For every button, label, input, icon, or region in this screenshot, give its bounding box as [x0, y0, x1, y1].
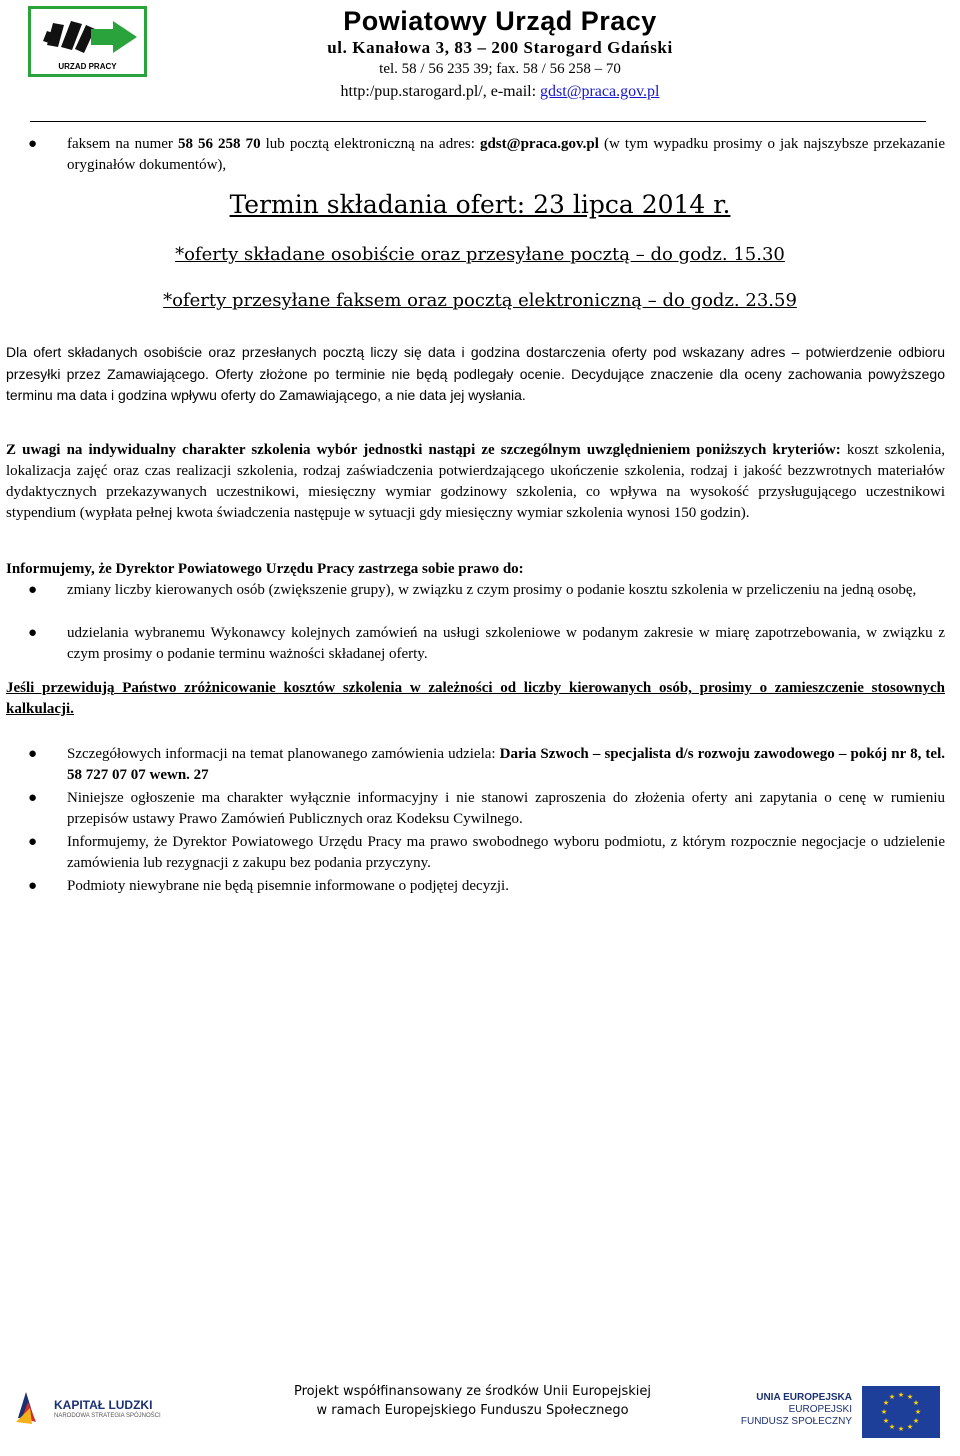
list-item-text: zmiany liczby kierowanych osób (zwiększenie grupy), w związku z czym prosimy o podanie kosztu szkolenia w przeliczeniu na jedną osobę, [67, 582, 917, 598]
svg-text:★: ★ [882, 1417, 890, 1425]
list-item-contact [28, 744, 945, 786]
office-logo [28, 6, 147, 77]
bullet-icon: ● [28, 790, 38, 806]
list-item-text: udzielania wybranemu Wykonawcy kolejnych zamówień na usługi szkoleniowe w podanym zakresie w miarę zapotrzebowania, w związku z czym prosimy o podanie terminu ważności składanej oferty. [67, 625, 945, 662]
office-website: http:/pup.starogard.pl/, e-mail: [340, 83, 541, 100]
svg-text:★: ★ [912, 1417, 920, 1425]
office-contact-line [280, 83, 720, 101]
list-item-text: Informujemy, że Dyrektor Powiatowego Urzędu Pracy ma prawo swobodnego wyboru podmiotu, z którym rozpocznie negocjacje o udzielenie zamówienia lub rezygnacji z zakupu bez podania przyczyny. [67, 834, 945, 871]
list-item-rights [28, 623, 945, 665]
kl-subtitle: NARODOWA STRATEGIA SPÓJNOŚCI [54, 1413, 161, 1419]
footer [0, 1378, 960, 1448]
bullet-icon: ● [28, 582, 38, 598]
office-address: ul. Kanałowa 3, 83 – 200 Starogard Gdański [327, 38, 673, 57]
letterhead [0, 0, 960, 124]
svg-text:★: ★ [914, 1408, 922, 1416]
eu-flag-icon [862, 1386, 940, 1438]
logo-caption: URZAD PRACY [58, 62, 117, 71]
delivery-note: Dla ofert składanych osobiście oraz przesłanych pocztą liczy się data i godzina dostarczenia oferty pod wskazany adres – potwierdzenie odbioru przesyłki przez Zamawiającego. Oferty złożone po terminie nie będą podlegały ocenie. Decydujące znaczenie dla oceny zachowania powyższego terminu ma data i godzina wpływu oferty do Zamawiającego, a nie data jej wysłania. [6, 344, 945, 403]
list-item-fax-email [28, 134, 945, 176]
logo-graphic-icon [31, 11, 144, 61]
list-item-text: Niniejsze ogłoszenie ma charakter wyłącznie informacyjny i nie stanowi zaproszenia do złożenia oferty ani zapytania o cenę w rumieniu przepisów ustawy Prawo Zamówień Publicznych oraz Kodeksu Cywilnego. [67, 790, 945, 827]
deadline-hours-fax: *oferty przesyłane faksem oraz pocztą elektroniczną – do godz. 23.59 [163, 290, 797, 311]
deadline-hours-post: *oferty składane osobiście oraz przesyłane pocztą – do godz. 15.30 [175, 244, 785, 265]
list-item-disclaimer [28, 788, 945, 830]
svg-text:★: ★ [906, 1393, 914, 1401]
list-item-text: Szczegółowych informacji na temat planowanego zamówienia udziela: Daria Szwoch – specjalista d/s rozwoju zawodowego – pokój nr 8, tel. 58 727 07 07 wewn. 27 [67, 746, 945, 783]
header-divider [30, 121, 926, 122]
list-item-notification [28, 876, 945, 897]
office-name: Powiatowy Urząd Pracy [343, 6, 657, 36]
svg-text:★: ★ [897, 1391, 905, 1399]
svg-text:★: ★ [906, 1423, 914, 1431]
list-item-rights [28, 580, 945, 601]
svg-text:★: ★ [897, 1425, 905, 1433]
bullet-icon: ● [28, 136, 38, 152]
kl-emblem-icon [16, 1388, 38, 1424]
cost-calculation-note: Jeśli przewidują Państwo zróżnicowanie kosztów szkolenia w zależności od liczby kierowanych osób, prosimy o zamieszczenie stosownych kalkulacji. [6, 680, 945, 717]
office-phone: tel. 58 / 56 235 39; fax. 58 / 56 258 – 70 [379, 61, 621, 77]
bullet-icon: ● [28, 746, 38, 762]
bullet-icon: ● [28, 834, 38, 850]
kapital-ludzki-logo [16, 1386, 166, 1430]
list-item-selection [28, 832, 945, 874]
email-link[interactable]: gdst@praca.gov.pl [479, 136, 599, 152]
svg-text:★: ★ [888, 1423, 896, 1431]
svg-text:★: ★ [882, 1399, 890, 1407]
criteria-paragraph: Z uwagi na indywidualny charakter szkolenia wybór jednostki nastąpi ze szczególnym uwzględnieniem poniższych kryteriów: koszt szkolenia, lokalizacja zajęć oraz czas realizacji szkolenia, rodzaj zaświadczenia potwierdzającego ukończenie szkolenia, rodzaj i jakość bezzwrotnych materiałów dydaktycznych przekazywanych uczestnikowi, miesięczny wymiar godzinowy szkolenia, co wpływa na wysokość przysługującego uczestnikowi stypendium (wypłata pełnej kwota świadczenia następuje w sytuacji gdy miesięczny wymiar szkolenia wynosi 150 godzin). [6, 442, 945, 521]
kl-title: KAPITAŁ LUDZKI [54, 1398, 153, 1412]
cofinancing-line-2: w ramach Europejskiego Funduszu Społecznego [316, 1403, 629, 1418]
svg-text:★: ★ [912, 1399, 920, 1407]
deadline-heading: Termin składania ofert: 23 lipca 2014 r. [229, 190, 731, 219]
cofinancing-note [250, 1382, 695, 1420]
list-item-text: Podmioty niewybrane nie będą pisemnie informowane o podjętej decyzji. [67, 878, 509, 894]
cofinancing-line-1: Projekt współfinansowany ze środków Unii Europejskiej [293, 1384, 652, 1399]
svg-text:★: ★ [880, 1408, 888, 1416]
list-item-text: faksem na numer 58 56 258 70 lub pocztą elektroniczną na adres: gdst@praca.gov.pl (w tym wypadku prosimy o jak najszybsze przekazanie oryginałów dokumentów), [67, 136, 946, 173]
office-email-link[interactable]: gdst@praca.gov.pl [540, 83, 660, 100]
bullet-icon: ● [28, 878, 38, 894]
rights-heading: Informujemy, że Dyrektor Powiatowego Urzędu Pracy zastrzega sobie prawo do: [6, 561, 524, 577]
eu-label: UNIA EUROPEJSKA EUROPEJSKI FUNDUSZ SPOŁECZNY [740, 1392, 852, 1427]
eu-stars-icon [862, 1386, 940, 1438]
svg-text:★: ★ [888, 1393, 896, 1401]
bullet-icon: ● [28, 625, 38, 641]
